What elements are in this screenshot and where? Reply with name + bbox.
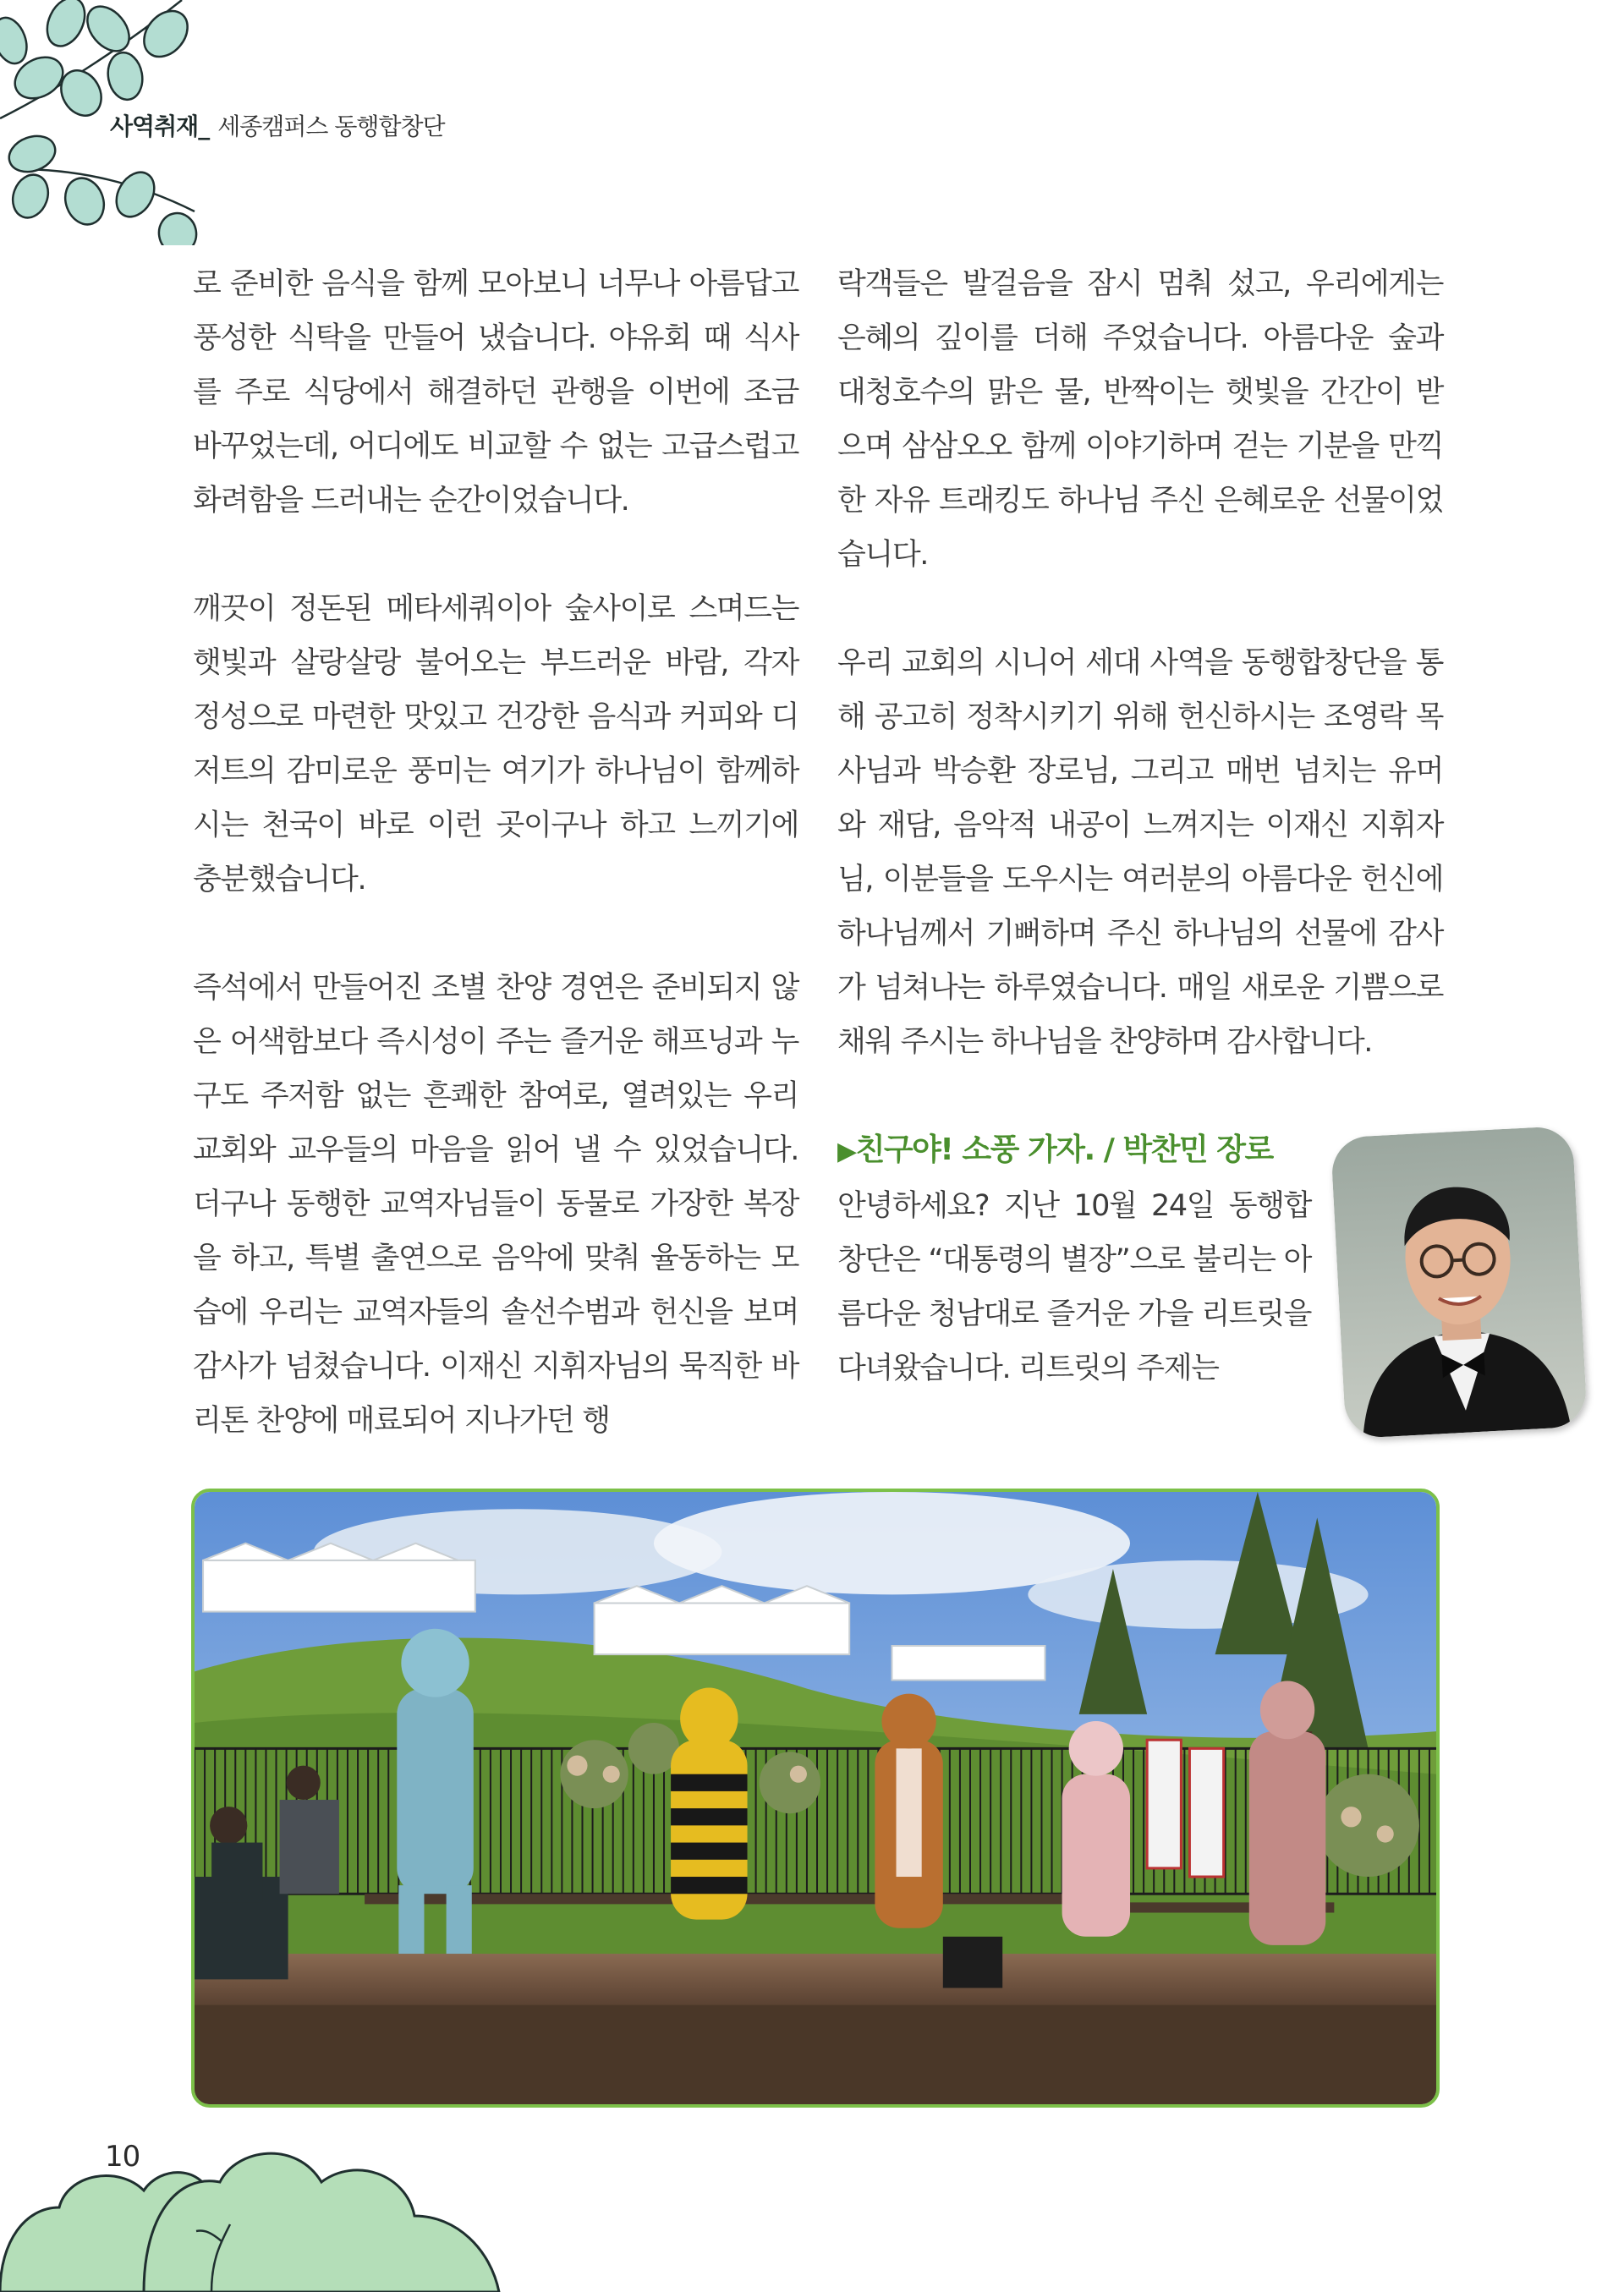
article-paragraph: 로 준비한 음식을 함께 모아보니 너무나 아름답고 풍성한 식탁을 만들어 냈습니다. 야유회 때 식사를 주로 식당에서 해결하던 관행을 이번에 조금 바꾸었는데, 어디에도 비교할 수 없는 고급스럽고 화려함을 드러내는 순간이었습니다. — [193, 267, 798, 518]
intro-paragraph: 안녕하세요? 지난 10월 24일 동행합창단은 “대통령의 별장”으로 불리는 아름다운 청남대로 즐거운 가을 리트릿을 다녀왔습니다. 리트릿의 주제는 — [837, 1189, 1311, 1385]
header-separator: _ — [198, 112, 210, 140]
costume-pig — [1062, 1721, 1130, 1937]
section-title: 세종캠퍼스 동행합창단 — [217, 112, 445, 140]
section-label: 사역취재 — [110, 112, 199, 140]
article-paragraph: 락객들은 발걸음을 잠시 멈춰 섰고, 우리에게는 은혜의 깊이를 더해 주었습니다. 아름다운 숲과 대청호수의 맑은 물, 반짝이는 햇빛을 간간이 받으며 삼삼오오 함께 이야기하며 걷는 기분을 만끽한 자유 트래킹도 하나님 주신 은혜로운 선물이었습니다. — [837, 267, 1443, 572]
subheading-text: 친구야! 소풍 가자. / 박찬민 장로 — [855, 1132, 1273, 1167]
costume-tiger — [875, 1694, 942, 1928]
article-paragraph: 즉석에서 만들어진 조별 찬양 경연은 준비되지 않은 어색함보다 즉시성이 주는 즐거운 해프닝과 누구도 주저함 없는 흔쾌한 참여로, 열려있는 우리 교회와 교우들의 마음을 읽어 낼 수 있었습니다. 더구나 동행한 교역자님들이 동물로 가장한 복장을 하고, 특별 출연으로 음악에 맞춰 율동하는 모습에 우리는 교역자들의 솔선수범과 헌신을 보며 감사가 넘쳤습니다. 이재신 지휘자님의 묵직한 바리톤 찬양에 매료되어 지나가던 행 — [193, 971, 798, 1438]
article-left-column — [193, 257, 798, 1448]
page-number: 10 — [105, 2140, 140, 2174]
page-header — [110, 108, 445, 142]
author-portrait — [1330, 1126, 1588, 1439]
bush-decoration — [0, 2089, 524, 2292]
triangle-marker-icon: ▶ — [837, 1137, 856, 1166]
article-paragraph: 깨끗이 정돈된 메타세쿼이아 숲사이로 스며드는 햇빛과 살랑살랑 불어오는 부드러운 바람, 각자 정성으로 마련한 맛있고 건강한 음식과 커피와 디저트의 감미로운 풍미는 여기가 하나님이 함께하시는 천국이 바로 이런 곳이구나 하고 느끼기에 충분했습니다. — [193, 592, 798, 897]
costume-bee — [671, 1688, 747, 1920]
article-paragraph: 우리 교회의 시니어 세대 사역을 동행합창단을 통해 공고히 정착시키기 위해 헌신하시는 조영락 목사님과 박승환 장로님, 그리고 매번 넘치는 유머와 재담, 음악적 내공이 느껴지는 이재신 지휘자님, 이분들을 도우시는 여러분의 아름다운 헌신에 하나님께서 기뻐하며 주신 하나님의 선물에 감사가 넘쳐나는 하루였습니다. 매일 새로운 기쁨으로 채워 주시는 하나님을 찬양하며 감사합니다. — [837, 646, 1443, 1059]
event-photo — [191, 1489, 1440, 2108]
